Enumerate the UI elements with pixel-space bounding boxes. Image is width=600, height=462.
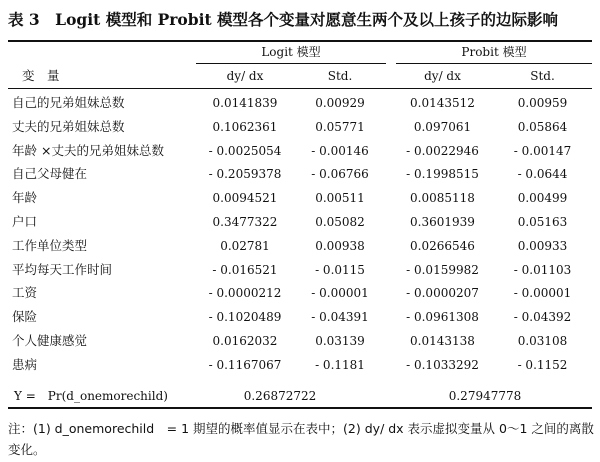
row-logit-dydx: 0.1062361	[212, 120, 278, 134]
probit-dydx-header: dy/ dx	[424, 69, 461, 83]
row-logit-dydx: 0.0094521	[212, 191, 278, 205]
row-logit-dydx: - 0.1020489	[208, 310, 282, 324]
row-logit-dydx: 0.3477322	[212, 215, 278, 229]
row-label: 工资	[12, 285, 38, 300]
row-probit-dydx: 0.0143138	[410, 334, 475, 348]
row-probit-std: - 0.04392	[513, 310, 572, 324]
row-logit-dydx: - 0.2059378	[208, 167, 282, 181]
logit-dydx-header: dy/ dx	[226, 69, 264, 83]
row-probit-dydx: - 0.0000207	[406, 286, 479, 300]
row-logit-dydx: 0.02781	[220, 239, 270, 253]
row-probit-dydx: 0.0266546	[410, 239, 475, 253]
row-logit-std: 0.03139	[315, 334, 365, 348]
y-row-label: Y = Pr(d_onemorechild)	[14, 389, 168, 403]
logit-std-header: Std.	[327, 69, 353, 83]
row-label: 平均每天工作时间	[12, 262, 113, 277]
row-label: 工作单位类型	[12, 238, 88, 253]
row-probit-std: 0.00959	[517, 96, 568, 110]
footnote-line-2: 变化。	[8, 442, 46, 457]
row-logit-dydx: 0.0141839	[212, 96, 278, 110]
row-label: 年龄 ×丈夫的兄弟姐妹总数	[12, 143, 164, 158]
row-logit-std: - 0.06766	[311, 167, 369, 181]
row-label: 丈夫的兄弟姐妹总数	[12, 119, 125, 134]
probit-group-rule	[396, 63, 592, 64]
row-probit-std: 0.00499	[517, 191, 568, 205]
row-probit-dydx: 0.097061	[413, 120, 472, 134]
footnote	[8, 418, 594, 460]
top-rule	[8, 40, 592, 42]
row-probit-dydx: - 0.1998515	[406, 167, 479, 181]
row-probit-dydx: 0.0143512	[410, 96, 475, 110]
row-logit-dydx: 0.0162032	[212, 334, 278, 348]
row-probit-std: 0.03108	[517, 334, 568, 348]
logit-group-header: Logit 模型	[261, 45, 321, 59]
row-probit-dydx: - 0.1033292	[406, 358, 479, 372]
header-bottom-rule	[8, 88, 592, 89]
row-logit-std: - 0.1181	[315, 358, 365, 372]
variable-header: 变 量	[22, 68, 60, 83]
row-label: 年龄	[12, 190, 38, 205]
row-logit-std: - 0.0115	[315, 263, 365, 277]
row-probit-std: - 0.0644	[517, 167, 568, 181]
row-logit-std: 0.00929	[315, 96, 365, 110]
logit-group-rule	[196, 63, 386, 64]
row-logit-std: 0.05082	[315, 215, 365, 229]
row-probit-std: - 0.00147	[513, 144, 572, 158]
y-row-logit: 0.26872722	[243, 389, 317, 403]
row-logit-std: - 0.00001	[311, 286, 369, 300]
row-logit-dydx: - 0.1167067	[208, 358, 282, 372]
row-probit-std: 0.00933	[517, 239, 568, 253]
probit-group-header: Probit 模型	[461, 45, 527, 59]
row-logit-dydx: - 0.0025054	[208, 144, 282, 158]
row-probit-dydx: 0.3601939	[410, 215, 475, 229]
row-logit-std: - 0.04391	[311, 310, 369, 324]
row-logit-std: 0.00511	[315, 191, 365, 205]
row-label: 自己的兄弟姐妹总数	[12, 95, 125, 110]
table-title: 表 3 Logit 模型和 Probit 模型各个变量对愿意生两个及以上孩子的边际影响	[8, 10, 559, 29]
row-probit-std: - 0.1152	[517, 358, 568, 372]
row-label: 患病	[12, 357, 38, 372]
row-label: 保险	[12, 309, 38, 324]
row-logit-dydx: - 0.016521	[212, 263, 278, 277]
probit-std-header: Std.	[530, 69, 555, 83]
bottom-rule	[8, 407, 592, 409]
row-logit-std: - 0.00146	[311, 144, 369, 158]
row-probit-std: - 0.01103	[513, 263, 572, 277]
row-probit-dydx: - 0.0159982	[406, 263, 479, 277]
row-logit-std: 0.00938	[315, 239, 365, 253]
row-probit-std: 0.05864	[517, 120, 568, 134]
row-label: 户口	[12, 214, 38, 229]
row-label: 个人健康感觉	[12, 333, 88, 348]
footnote-line-1: 注：(1) d_onemorechild = 1 期望的概率值显示在表中；(2) dy/ dx 表示虚拟变量从 0～1 之间的离散	[8, 421, 594, 436]
row-probit-std: 0.05163	[517, 215, 568, 229]
row-probit-dydx: - 0.0961308	[406, 310, 479, 324]
row-label: 自己父母健在	[12, 166, 88, 181]
row-probit-dydx: 0.0085118	[410, 191, 475, 205]
y-row-probit: 0.27947778	[448, 389, 522, 403]
row-logit-dydx: - 0.0000212	[208, 286, 282, 300]
row-probit-dydx: - 0.0022946	[406, 144, 479, 158]
row-probit-std: - 0.00001	[513, 286, 572, 300]
row-logit-std: 0.05771	[315, 120, 365, 134]
